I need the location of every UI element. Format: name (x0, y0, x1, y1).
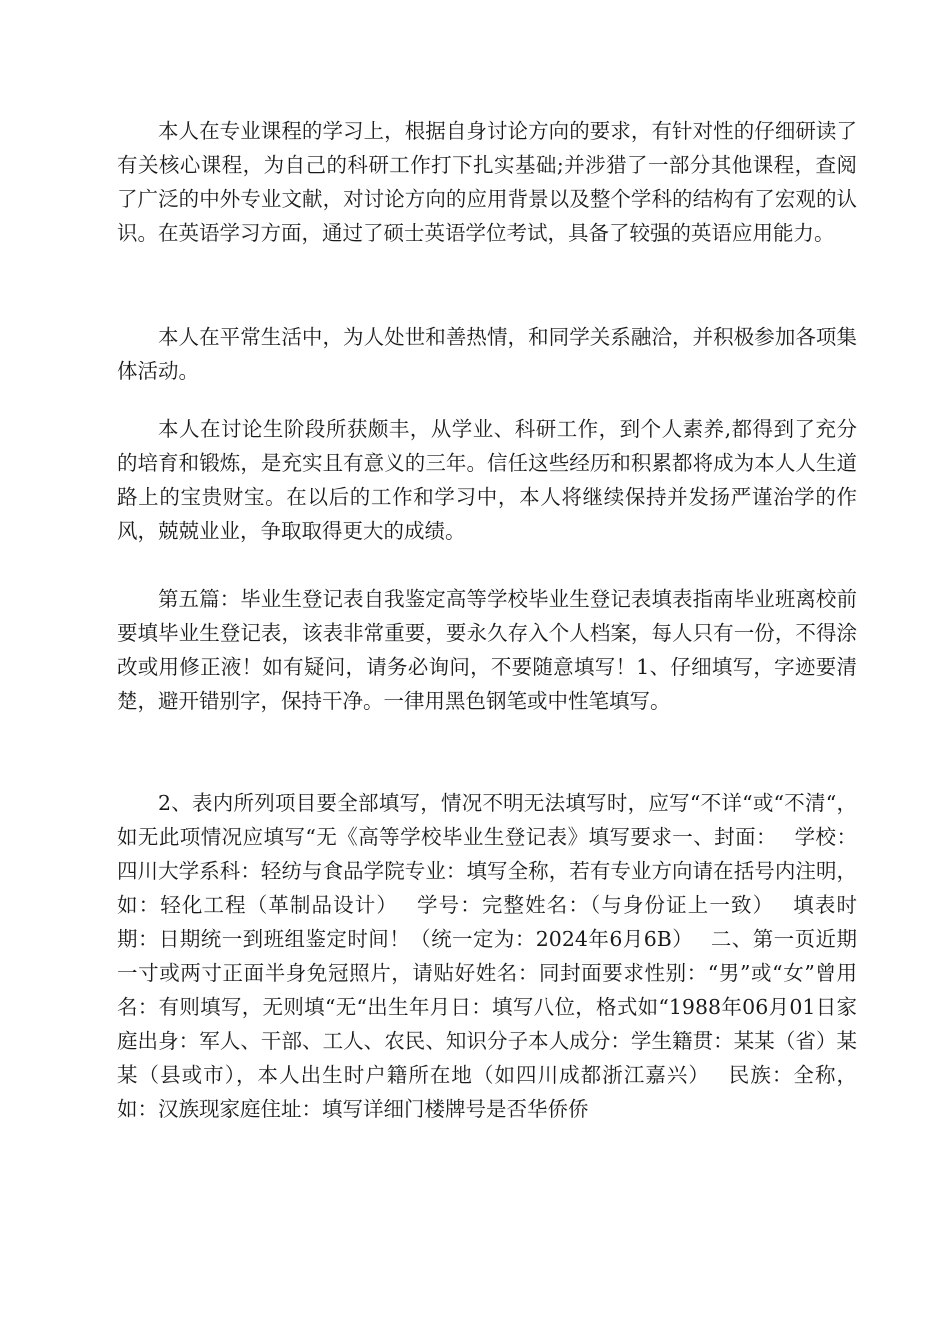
paragraph-life: 本人在平常生活中，为人处世和善热情，和同学关系融洽，并积极参加各项集体活动。 (117, 325, 857, 383)
paragraph-study: 本人在专业课程的学习上，根据自身讨论方向的要求，有针对性的仔细研读了有关核心课程，为自己的科研工作打下扎实基础;并涉猎了一部分其他课程，查阅了广泛的中外专业文献，对讨论方向的应用背景以及整个学科的结构有了宏观的认识。在英语学习方面，通过了硕士英语学位考试，具备了较强的英语应用能力。 (117, 119, 857, 245)
paragraph-summary: 本人在讨论生阶段所获颇丰，从学业、科研工作，到个人素养,都得到了充分的培育和锻炼，是充实且有意义的三年。信任这些经历和积累都将成为本人人生道路上的宝贵财宝。在以后的工作和学习中，本人将继续保持并发扬严谨治学的作风，兢兢业业，争取取得更大的成绩。 (117, 417, 857, 543)
paragraph-fill-requirements: 2、表内所列项目要全部填写，情况不明无法填写时，应写“不详“或“不清“，如无此项情况应填写“无《高等学校毕业生登记表》填写要求一、封面： 学校：四川大学系科：轻纺与食品学院专业：填写全称，若有专业方向请在括号内注明，如：轻化工程（革制品设计） 学号：完整姓名：（与身份证上一致） 填表时期：日期统一到班组鉴定时间！（统一定为：2024年6月6B） 二、第一页近期一寸或两寸正面半身免冠照片，请贴好姓名：同封面要求性别：“男”或“女”曾用名：有则填写，无则填“无“出生年月日：填写八位，格式如“1988年06月01日家庭出身：军人、干部、工人、农民、知识分子本人成分：学生籍贯：某某（省）某某（县或市），本人出生时户籍所在地（如四川成都浙江嘉兴） 民族：全称，如：汉族现家庭住址：填写详细门楼牌号是否华侨侨 (117, 791, 857, 1121)
paragraph-chapter-five: 第五篇：毕业生登记表自我鉴定高等学校毕业生登记表填表指南毕业班离校前要填毕业生登记表，该表非常重要，要永久存入个人档案，每人只有一份，不得涂改或用修正液！如有疑问，请务必询问，不要随意填写！1、仔细填写，字迹要清楚，避开错别字，保持干净。一律用黑色钢笔或中性笔填写。 (117, 587, 857, 713)
